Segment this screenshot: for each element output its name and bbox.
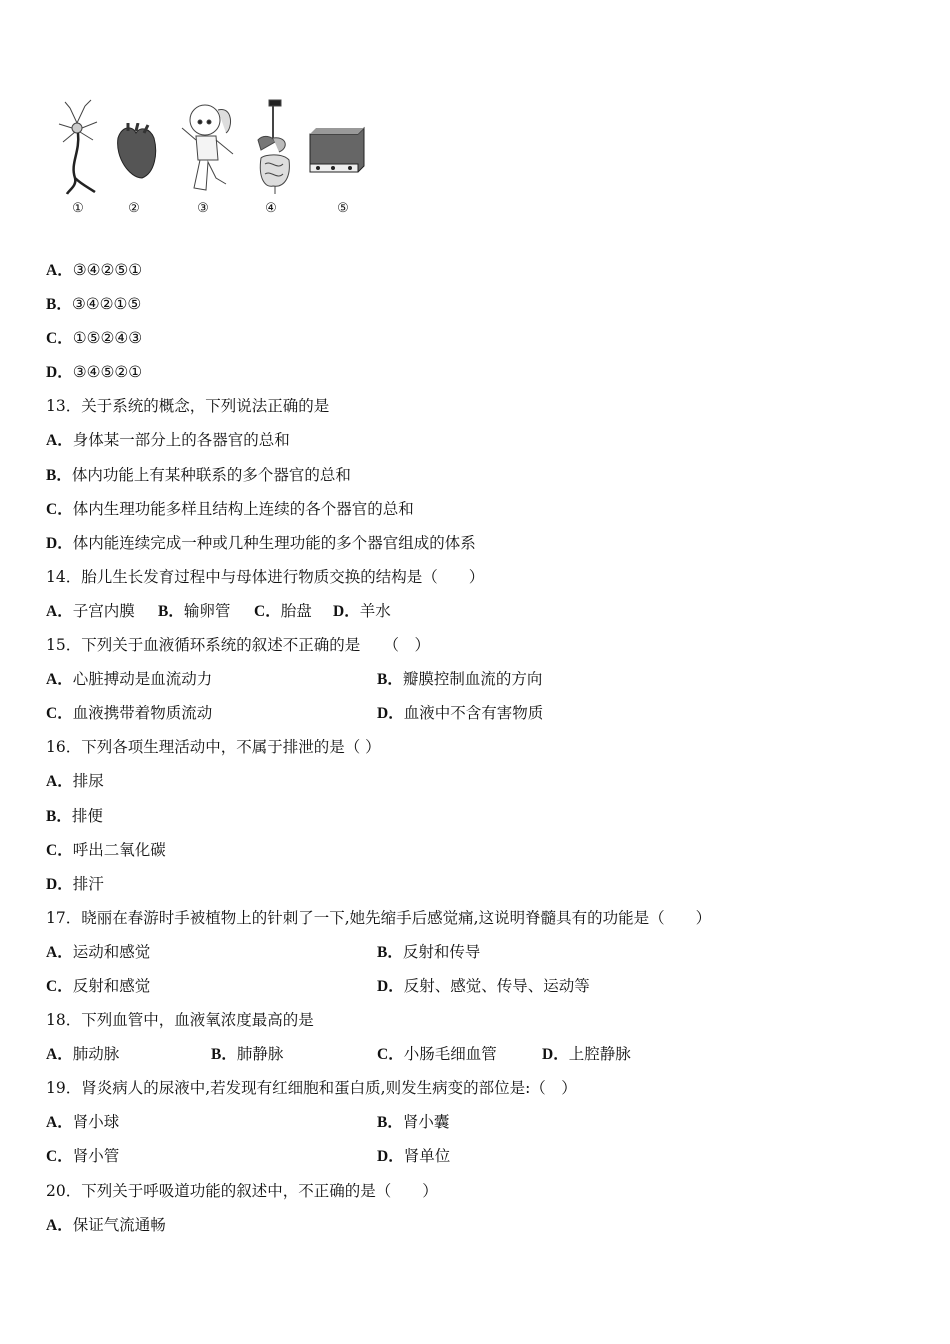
q12-option-c: [46, 321, 906, 355]
option-text: 上腔静脉: [568, 1045, 631, 1064]
option-letter: A．: [46, 1114, 73, 1132]
option-letter: D．: [46, 364, 73, 382]
figure-label-2: ②: [128, 201, 140, 216]
option-letter: A．: [46, 1216, 73, 1234]
q17-stem: 17．晓丽在春游时手被植物上的针刺了一下,她先缩手后感觉痛,这说明脊髓具有的功能是（ ）: [46, 908, 712, 927]
option-letter: D．: [333, 602, 360, 620]
option-letter: D．: [46, 534, 73, 552]
option-text: 肺静脉: [236, 1045, 284, 1064]
option-letter: A．: [46, 602, 73, 620]
option-text: 心脏搏动是血流动力: [72, 670, 213, 689]
option-text: 保证气流通畅: [72, 1215, 166, 1234]
q16-option-a: [46, 764, 906, 798]
tissue-image: [308, 126, 368, 176]
option-letter: C．: [46, 330, 73, 348]
q20-option-a: [46, 1208, 906, 1242]
option-text: 反射和感觉: [72, 976, 151, 995]
option-letter: D．: [377, 705, 404, 723]
option-text: 血液携带着物质流动: [72, 704, 213, 723]
q16-option-c: [46, 833, 906, 867]
option-letter: A．: [46, 1046, 73, 1064]
option-letter: C．: [46, 705, 73, 723]
q14-options: [46, 594, 906, 628]
option-letter: C．: [377, 1046, 404, 1064]
option-text: ①⑤②④③: [72, 329, 143, 348]
option-letter: B．: [46, 807, 72, 825]
option-letter: B．: [46, 296, 72, 314]
option-text: ③④②⑤①: [72, 261, 143, 279]
option-letter: C．: [46, 841, 73, 859]
option-text: 羊水: [359, 601, 391, 620]
heart-image: [110, 123, 160, 183]
option-letter: B．: [211, 1046, 237, 1064]
option-text: 肾小球: [72, 1113, 120, 1132]
figure-label-4: ④: [265, 201, 277, 216]
option-letter: D．: [542, 1046, 569, 1064]
option-letter: D．: [377, 977, 404, 995]
option-letter: A．: [46, 773, 73, 791]
option-letter: A．: [46, 432, 73, 450]
structure-levels-figure: [50, 98, 380, 223]
q13-option-c: [46, 492, 906, 526]
q13-option-d: [46, 526, 906, 560]
q19-options-cd: [46, 1139, 906, 1173]
option-letter: B．: [377, 671, 403, 689]
q14-stem: 14．胎儿生长发育过程中与母体进行物质交换的结构是（ ）: [46, 567, 485, 586]
q17-options-cd: [46, 969, 906, 1003]
q13-option-b: [46, 458, 906, 492]
option-text: 小肠毛细血管: [403, 1045, 497, 1064]
q18-options: [46, 1037, 906, 1071]
option-text: 肾单位: [403, 1147, 451, 1166]
q15-stem: 15．下列关于血液循环系统的叙述不正确的是 （ ）: [46, 636, 430, 655]
q16-option-d: [46, 867, 906, 901]
option-text: 胎盘: [280, 601, 312, 620]
option-text: 体内功能上有某种联系的多个器官的总和: [71, 465, 351, 484]
option-text: 瓣膜控制血流的方向: [402, 670, 543, 689]
figure-label-5: ⑤: [337, 201, 349, 216]
option-text: 输卵管: [183, 601, 231, 620]
q20-stem: 20．下列关于呼吸道功能的叙述中，不正确的是（ ）: [46, 1181, 438, 1200]
option-text: ③④②①⑤: [71, 295, 142, 314]
option-letter: C．: [46, 1148, 73, 1166]
option-text: 体内能连续完成一种或几种生理功能的多个器官组成的体系: [72, 533, 476, 552]
q15-options-cd: [46, 696, 906, 730]
option-text: 排汗: [72, 874, 104, 893]
option-text: 反射、感觉、传导、运动等: [403, 976, 590, 995]
option-letter: B．: [377, 1114, 403, 1132]
option-text: ③④⑤②①: [72, 363, 143, 382]
question-list: [46, 253, 906, 1242]
q12-option-b: [46, 287, 906, 321]
neuron-image: [55, 98, 105, 198]
option-text: 呼出二氧化碳: [72, 840, 166, 859]
digestive-system-image: [253, 98, 298, 198]
option-letter: C．: [46, 977, 73, 995]
option-text: 排便: [71, 806, 103, 825]
option-text: 排尿: [72, 772, 104, 791]
option-letter: C．: [46, 500, 73, 518]
q18-stem: 18．下列血管中，血液氧浓度最高的是: [46, 1011, 314, 1030]
option-text: 肾小囊: [402, 1113, 450, 1132]
q13-stem: 13．关于系统的概念，下列说法正确的是: [46, 397, 330, 416]
q19-options-ab: [46, 1105, 906, 1139]
option-text: 身体某一部分上的各器官的总和: [72, 431, 290, 450]
option-letter: A．: [46, 671, 73, 689]
q16-option-b: [46, 799, 906, 833]
option-text: 运动和感觉: [72, 942, 151, 961]
option-letter: C．: [254, 602, 281, 620]
option-letter: D．: [377, 1148, 404, 1166]
girl-image: [178, 98, 243, 198]
figure-label-1: ①: [72, 201, 84, 216]
option-text: 体内生理功能多样且结构上连续的各个器官的总和: [72, 499, 414, 518]
option-letter: B．: [158, 602, 184, 620]
option-letter: B．: [377, 943, 403, 961]
option-letter: D．: [46, 875, 73, 893]
option-text: 反射和传导: [402, 942, 481, 961]
q15-options-ab: [46, 662, 906, 696]
q16-stem: 16．下列各项生理活动中，不属于排泄的是（ ）: [46, 738, 381, 757]
option-letter: B．: [46, 466, 72, 484]
q12-option-d: [46, 355, 906, 389]
q12-option-a: [46, 253, 906, 287]
option-text: 血液中不含有害物质: [403, 704, 544, 723]
q19-stem: 19．肾炎病人的尿液中,若发现有红细胞和蛋白质,则发生病变的部位是:（ ）: [46, 1079, 577, 1098]
option-letter: A．: [46, 943, 73, 961]
option-letter: A．: [46, 262, 73, 279]
q17-options-ab: [46, 935, 906, 969]
figure-label-3: ③: [197, 201, 209, 216]
option-text: 子宫内膜: [72, 601, 135, 620]
option-text: 肾小管: [72, 1147, 120, 1166]
option-text: 肺动脉: [72, 1045, 120, 1064]
q13-option-a: [46, 423, 906, 457]
